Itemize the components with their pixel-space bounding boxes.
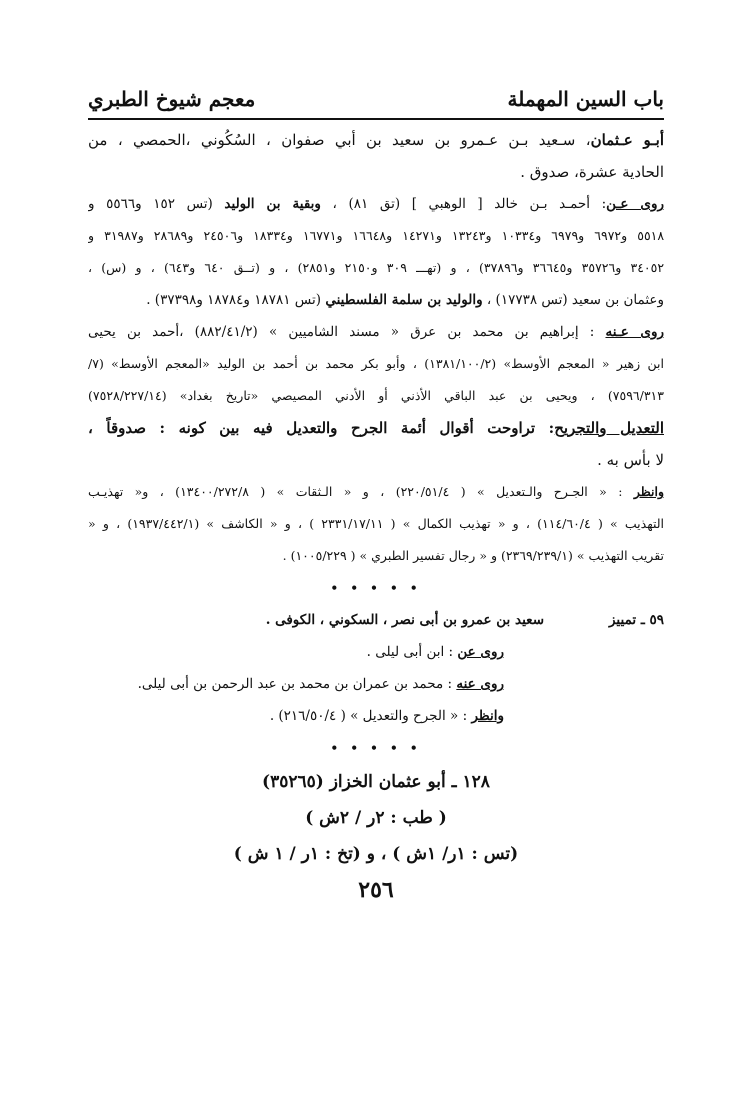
entry1-rawa-anhu-line-2: ابن زهير « المعجم الأوسط» (١٣٨١/١٠٠/٢) ، وأبو بكر محمد بن أحمد بن الوليد «المعجم الأوسط» (٧/ xyxy=(88,356,664,371)
entry2-title-line xyxy=(88,604,664,636)
entry2-rawa-line xyxy=(88,636,664,668)
rawa-anhu-label: روى عـنه xyxy=(605,324,664,340)
rawa-text: (تس ١٥٢ و٥٥٦٦ و xyxy=(88,196,225,212)
rawa-anhu-text: : محمد بن عمران بن محمد بن عبد الرحمن بن أبى ليلى. xyxy=(137,676,457,692)
entry2-number: ٥٩ ـ تمييز xyxy=(608,612,664,628)
rawa-text: (تس ١٨٧٨١ و١٨٧٨٤ و٣٧٣٩٨) . xyxy=(146,292,326,308)
running-header xyxy=(88,82,664,116)
entry1-unzur-line-3: تقريب التهذيب » (٢٣٦٩/٢٣٩/١) و « رجال تفسير الطبري » ( ١٠٠٥/٢٢٩) . xyxy=(282,548,664,563)
entry1-name: ، سـعيد بـن عـمرو بن سعيد بن أبي صفوان ، السُكُوني ،الحمصي ، من xyxy=(88,131,591,149)
entry2-name: سعيد بن عمرو بن أبى نصر ، السكوني ، الكوفى . xyxy=(265,612,544,628)
entry1-grade: الحادية عشرة، صدوق . xyxy=(520,163,664,181)
entry1-rawa-line-4 xyxy=(88,284,664,316)
rawa-an-label: روى عن xyxy=(457,644,504,660)
entry3-source-line-2: (تس : ١ر/ ١ش ) ، و (تخ : ١ر / ١ ش ) xyxy=(233,844,519,864)
entry2-unzur-line xyxy=(88,700,664,732)
rawa-text: : أحمـد بـن خالد [ الوهبي ] (تق ٨١) ، xyxy=(320,196,607,212)
rawa-text: : ابن أبى ليلى . xyxy=(366,644,458,660)
entry1-rawa-line-3: ٣٤٠٥٢ و٣٥٧٢٦ و٣٦٦٤٥ و٣٧٨٩٦) ، و (تهـــ ٣٠٩ و٢١٥٠ و٢٨٥١) ، و (تــق ٦٤٠ و٦٤٣) ، و (س) ، xyxy=(88,260,664,275)
entry1-rawa-anhu-line-3: ٧٥٩٦/٣١٣) ، ويحيى بن عبد الباقي الأذني أو الأدني المصيصي «تاريخ بغداد» (٧٥٢٨/٢٢٧/١٤) xyxy=(88,388,664,403)
unzur-text: : « الجـرح والـتعديل » ( ٢٢٠/٥١/٤) ، و « الـثقات » ( ١٣٤٠٠/٢٧٢/٨) ، و« تهذيـب xyxy=(88,484,634,499)
entry3-source-line: ( طب : ٢ر / ٢ش ) xyxy=(305,808,447,828)
entry1-unzur-line-2: التهذيب » ( ١١٤/٦٠/٤) ، و « تهذيب الكمال » ( ٢٣٣١/١٧/١١ ) ، و « الكاشف » (١٩٣٧/٤٤٢/١) ، و « xyxy=(88,516,664,531)
page-number: ٢٥٦ xyxy=(358,877,394,903)
entry1-kunya: أبـو عـثمان xyxy=(590,131,664,149)
book-title: معجم شيوخ الطبري xyxy=(88,87,256,111)
rawa-anhu-text: : إبراهيم بن محمد بن عرق « مسند الشاميين » (٨٨٢/٤١/٢) ،أحمد بن يحيى xyxy=(88,324,606,340)
unzur-label: وانظر xyxy=(633,484,664,499)
entry1-tadil-line xyxy=(88,412,664,444)
rawa-name: والوليد بن سلمة الفلسطيني xyxy=(325,292,483,308)
entry3-heading: ١٢٨ ـ أبو عثمان الخزاز (٣٥٢٦٥) xyxy=(262,772,490,792)
entry1-tadil-line-2: لا بأس به . xyxy=(597,451,664,469)
entry1-rawa-line-1 xyxy=(88,188,664,220)
separator: • • • • • xyxy=(330,741,422,755)
entry1-unzur-line-1 xyxy=(88,476,664,508)
entry1-rawa-anhu-line-1 xyxy=(88,316,664,348)
rawa-anhu-label: روى عنه xyxy=(456,676,504,692)
unzur-text: : « الجرح والتعديل » ( ٢١٦/٥٠/٤) . xyxy=(269,708,472,724)
tadil-text: : تراوحت أقوال أئمة الجرح والتعديل فيه بين كونه : صدوقاً ، xyxy=(88,419,555,437)
tadil-label: التعديل والتجريح xyxy=(554,419,664,437)
header-rule xyxy=(88,118,664,120)
entry2-rawa-anhu-line xyxy=(88,668,664,700)
rawa-name: وبقية بن الوليد xyxy=(224,196,321,212)
main-text xyxy=(88,124,664,908)
rawa-text: وعثمان بن سعيد (تس ١٧٧٣٨) ، xyxy=(482,292,664,308)
entry1-name-line xyxy=(88,124,664,156)
rawa-an-label: روى عـن xyxy=(606,196,664,212)
separator: • • • • • xyxy=(330,581,422,595)
entry1-rawa-line-2: ٥٥١٨ و٦٩٧٢ و٦٩٧٩ و١٠٣٣٤ و١٣٢٤٣ و١٤٢٧١ و١٦٦٤٨ و١٦٧٧١ و١٨٣٣٤ و٢٤٥٠٦ و٢٨٦٨٩ و٣١٩٨٧ و xyxy=(88,228,664,243)
unzur-label: وانظر xyxy=(471,708,504,724)
chapter-title: باب السين المهملة xyxy=(507,87,664,111)
